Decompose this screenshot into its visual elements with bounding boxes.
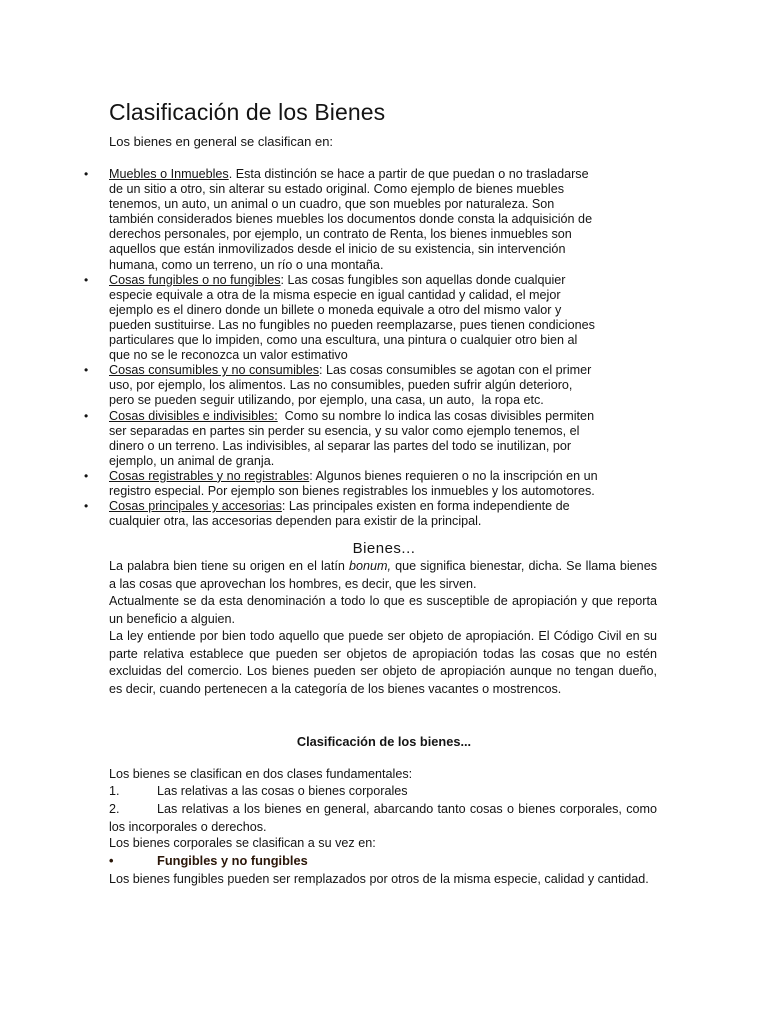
list-item-line — [109, 484, 644, 499]
numbered-item-1-number: 1. — [109, 784, 120, 798]
classification-intro: Los bienes se clasifican en dos clases fundamentales: — [109, 767, 413, 781]
intro-text: Los bienes en general se clasifican en: — [109, 134, 334, 149]
list-item-line — [109, 318, 644, 333]
list-item-term: Cosas registrables y no registrables — [109, 468, 310, 483]
bienes-paragraph-2: Actualmente se da esta denominación a todo lo que es susceptible de apropiación y que reporta un beneficio a alguien. — [109, 594, 657, 626]
bullet-icon: • — [84, 499, 89, 514]
list-item-text: ejemplo es el dinero donde un billete o moneda equivale a otro del mismo valor y — [109, 302, 562, 317]
list-item-line — [109, 499, 644, 514]
list-item-line — [109, 378, 644, 393]
classification-list-item — [84, 363, 644, 408]
list-item-term: Cosas fungibles o no fungibles — [109, 272, 281, 287]
sub-bullet: • — [109, 853, 114, 868]
list-item-line — [109, 514, 644, 529]
list-item-text: dinero o un terreno. Las indivisibles, al separar las partes del todo se inutilizan, por — [109, 438, 572, 453]
list-item-text: pero se pueden seguir utilizando, por ejemplo, una casa, un auto, la ropa etc. — [109, 393, 544, 408]
list-item-line — [109, 469, 644, 484]
list-item-line — [109, 258, 644, 273]
classification-list-item — [84, 272, 644, 364]
list-item-line — [109, 227, 644, 242]
list-item-text: cualquier otra, las accesorias dependen para existir de la principal. — [109, 514, 482, 529]
classification-list-item — [84, 408, 644, 469]
list-item-line — [109, 439, 644, 454]
classification-list-item — [84, 167, 644, 273]
list-item-line — [109, 167, 644, 182]
list-item-text: de un sitio a otro, sin alterar su estado original. Como ejemplo de bienes muebles — [109, 182, 565, 197]
bienes-p1-text-b: que significa bienestar, dicha. Se llama bienes a las cosas que aprovechan los hombres, es decir, que les sirven. — [109, 559, 657, 591]
bullet-icon: • — [84, 363, 89, 378]
classification-list-item — [84, 499, 644, 529]
list-item-line — [109, 273, 644, 288]
list-item-text: Como su nombre lo indica las cosas divisibles permiten — [277, 408, 595, 423]
list-item-text: aquellos que están inmovilizados desde el inicio de su existencia, sin intervención — [109, 242, 566, 257]
bienes-paragraph-1 — [109, 558, 657, 593]
list-item-text: registro especial. Por ejemplo son bienes registrables los inmuebles y los automotores. — [109, 483, 595, 498]
bienes-heading: Bienes... — [352, 540, 416, 557]
fungibles-subheading-text: Fungibles y no fungibles — [157, 853, 308, 868]
list-item-text: ser separadas en partes sin perder su esencia, y su valor como ejemplo tenemos, el — [109, 423, 580, 438]
bullet-icon: • — [84, 167, 89, 181]
list-item-term: Cosas principales y accesorias — [109, 499, 282, 514]
bullet-icon: • — [84, 468, 89, 483]
list-item-line — [109, 454, 644, 469]
fungibles-paragraph: Los bienes fungibles pueden ser remplazados por otros de la misma especie, calidad y cantidad. — [109, 872, 649, 886]
list-item-text: que no se le reconozca un valor estimativo — [109, 348, 348, 363]
page-title: Clasificación de los Bienes — [109, 99, 386, 125]
list-item-text: : Algunos bienes requieren o no la inscripción en un — [309, 468, 598, 483]
numbered-item-2-text: Las relativas a los bienes en general, abarcando tanto cosas o bienes corporales, como los incorporales o derechos. — [109, 802, 657, 834]
list-item-text: también considerados bienes muebles los documentos donde consta la adquisición de — [109, 212, 593, 227]
fungibles-subheading — [109, 853, 308, 868]
numbered-item-2-number: 2. — [109, 802, 120, 816]
list-item-line — [109, 303, 644, 318]
list-item-text: . Esta distinción se hace a partir de que puedan o no trasladarse — [228, 167, 589, 181]
classification-heading: Clasificación de los bienes... — [296, 734, 472, 749]
list-item-line — [109, 363, 644, 378]
list-item-line — [109, 182, 644, 197]
list-item-line — [109, 333, 644, 348]
list-item-term: Cosas consumibles y no consumibles — [109, 363, 319, 378]
list-item-text: especie equivale a otra de la misma especie en igual cantidad y calidad, el mejor — [109, 287, 561, 302]
numbered-item-1-text: Las relativas a las cosas o bienes corporales — [157, 784, 408, 798]
bienes-p1-emphasis: bonum, — [348, 559, 391, 573]
list-item-line — [109, 393, 644, 408]
bienes-paragraph-3: La ley entiende por bien todo aquello que puede ser objeto de apropiación. El Código Civil en su parte relativa establece que pueden ser objetos de apropiación todas las cosas que no estén excluidas del comercio. Los bienes pueden ser objeto de apropiación aunque no tengan dueño, es decir, cuando pertenecen a la categoría de los bienes vacantes o mostrencos. — [109, 629, 657, 696]
list-item-text: tenemos, un auto, un animal o un cuadro, que son muebles por naturaleza. Son — [109, 197, 555, 212]
list-item-text: : Las cosas consumibles se agotan con el primer — [319, 363, 592, 378]
list-item-line — [109, 212, 644, 227]
list-item-term: Cosas divisibles e indivisibles: — [109, 408, 278, 423]
list-item-line — [109, 288, 644, 303]
list-item-text: ejemplo, un animal de granja. — [109, 453, 275, 468]
list-item-text: : Las principales existen en forma independiente de — [281, 499, 570, 514]
list-item-line — [109, 409, 644, 424]
corporales-paragraph: Los bienes corporales se clasifican a su vez en: — [109, 836, 376, 850]
numbered-item-1 — [109, 783, 408, 801]
bienes-p1-text-a: La palabra bien tiene su origen en el latín — [109, 559, 349, 573]
bullet-icon: • — [84, 408, 89, 423]
list-item-line — [109, 242, 644, 257]
classification-list-item — [84, 468, 644, 499]
list-item-text: particulares que lo impiden, como una escultura, una pintura o cualquier otro bien al — [109, 333, 578, 348]
classification-list — [84, 167, 644, 529]
list-item-text: humana, como un terreno, un río o una montaña. — [109, 257, 384, 272]
numbered-item-2 — [109, 801, 657, 836]
list-item-text: : Las cosas fungibles son aquellas donde cualquier — [280, 272, 566, 287]
list-item-line — [109, 424, 644, 439]
list-item-text: pueden sustituirse. Las no fungibles no pueden reemplazarse, pues tienen condiciones — [109, 317, 595, 332]
list-item-text: uso, por ejemplo, los alimentos. Las no consumibles, pueden sufrir algún deterioro, — [109, 378, 573, 393]
list-item-line — [109, 197, 644, 212]
bullet-icon: • — [84, 272, 89, 287]
list-item-term: Muebles o Inmuebles — [109, 167, 229, 181]
list-item-text: derechos personales, por ejemplo, un contrato de Renta, los bienes inmuebles son — [109, 227, 572, 242]
list-item-line — [109, 348, 644, 363]
